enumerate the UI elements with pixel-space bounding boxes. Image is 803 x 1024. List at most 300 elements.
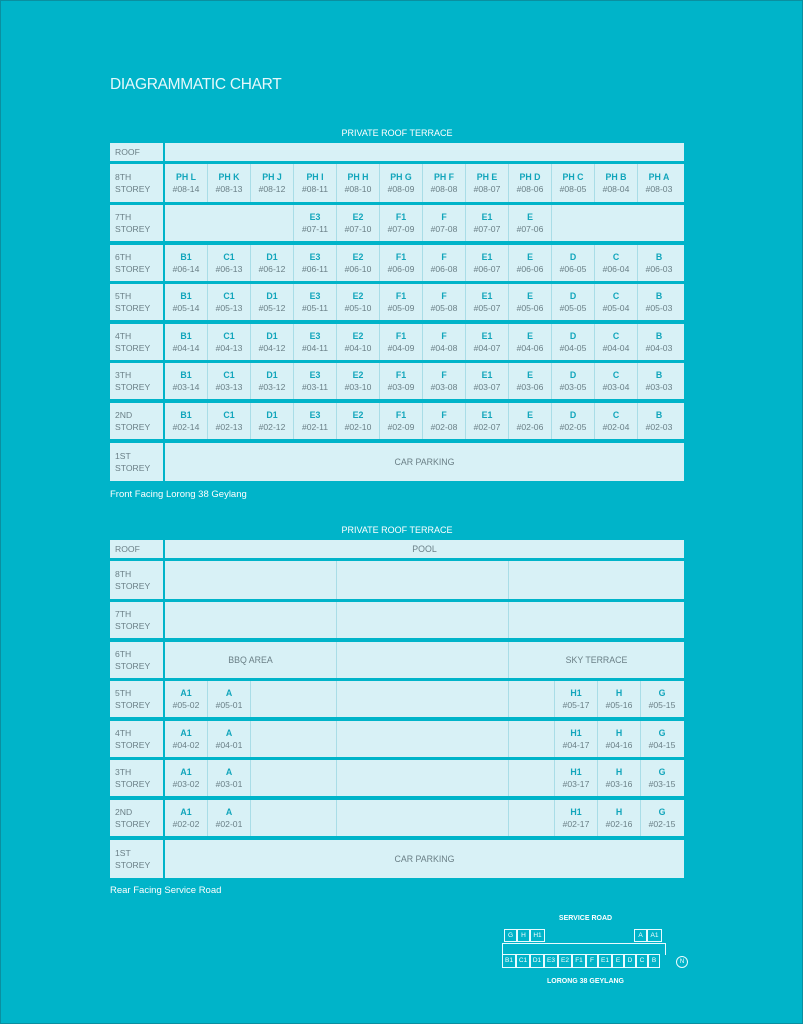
- unit-type: F: [441, 291, 447, 301]
- storey-label-line1: 5TH: [115, 688, 132, 698]
- unit-type: A1: [180, 767, 192, 777]
- storey-label: [110, 561, 163, 599]
- unit-type: D1: [266, 331, 278, 341]
- unit-cell: [337, 245, 379, 281]
- unit-number: #07-07: [473, 224, 501, 234]
- zone-divider: [336, 800, 337, 836]
- unit-cell: [208, 800, 250, 836]
- unit-number: #03-15: [648, 779, 676, 789]
- unit-type: B1: [180, 291, 192, 301]
- rear-row-2nd: [110, 800, 684, 836]
- unit-cell: [380, 164, 422, 202]
- front-row-6th: [110, 245, 684, 281]
- unit-cell: [423, 245, 465, 281]
- unit-type: A: [225, 767, 233, 777]
- unit-type: F1: [395, 370, 407, 380]
- storey-label-line2: STOREY: [115, 264, 151, 274]
- storey-label-line1: 6TH: [115, 252, 132, 262]
- unit-cell: [337, 403, 379, 439]
- roof-label: ROOF: [115, 147, 140, 157]
- unit-cell: [509, 245, 551, 281]
- unit-number: #08-05: [559, 184, 587, 194]
- unit-number: #08-10: [344, 184, 372, 194]
- site-unit-box: F1: [572, 954, 586, 968]
- unit-cell: [337, 164, 379, 202]
- unit-type: B: [655, 291, 663, 301]
- unit-cell: [641, 800, 683, 836]
- unit-type: H: [615, 767, 623, 777]
- storey-label: [110, 245, 163, 281]
- zone-divider: [508, 721, 509, 757]
- unit-number: #03-05: [559, 382, 587, 392]
- storey-label-line2: STOREY: [115, 661, 151, 671]
- unit-number: #03-07: [473, 382, 501, 392]
- unit-number: #04-01: [215, 740, 243, 750]
- unit-type: A1: [180, 807, 192, 817]
- storey-label-line1: 3TH: [115, 767, 132, 777]
- unit-number: #03-14: [172, 382, 200, 392]
- unit-cell: [208, 760, 250, 796]
- pool-cell: POOL: [165, 540, 684, 558]
- unit-cell: [165, 681, 207, 717]
- rear-row-1st: [110, 840, 684, 878]
- unit-cell: [208, 721, 250, 757]
- unit-type: C1: [223, 370, 235, 380]
- unit-cell: [380, 324, 422, 360]
- unit-number: #06-12: [258, 264, 286, 274]
- unit-number: #03-04: [602, 382, 630, 392]
- unit-type: E1: [481, 291, 493, 301]
- unit-cell: [423, 324, 465, 360]
- unit-number: #06-14: [172, 264, 200, 274]
- unit-type: B1: [180, 370, 192, 380]
- bbq-area-cell: BBQ AREA: [228, 655, 273, 665]
- unit-type: PH G: [390, 172, 412, 182]
- unit-number: #03-12: [258, 382, 286, 392]
- unit-type: B1: [180, 331, 192, 341]
- unit-number: #04-06: [516, 343, 544, 353]
- storey-label-line2: STOREY: [115, 184, 151, 194]
- unit-number: #05-15: [648, 700, 676, 710]
- unit-cell: [595, 164, 637, 202]
- front-row-2nd: [110, 403, 684, 439]
- page-title: DIAGRAMMATIC CHART: [110, 76, 282, 93]
- car-parking-cell: CAR PARKING: [165, 840, 684, 878]
- unit-type: C: [612, 291, 620, 301]
- unit-cell: [251, 284, 293, 320]
- unit-number: #04-04: [602, 343, 630, 353]
- unit-cell: [208, 363, 250, 399]
- unit-number: #02-03: [645, 422, 673, 432]
- storey-label: [110, 800, 163, 836]
- storey-label: [110, 443, 163, 481]
- storey-label: [110, 721, 163, 757]
- unit-number: #06-08: [430, 264, 458, 274]
- unit-cell: [638, 284, 680, 320]
- cell-divider: [250, 800, 251, 836]
- unit-cell: [509, 403, 551, 439]
- rear-row-3th: [110, 760, 684, 796]
- unit-number: #04-10: [344, 343, 372, 353]
- unit-number: #08-12: [258, 184, 286, 194]
- unit-number: #05-12: [258, 303, 286, 313]
- unit-cell: [337, 363, 379, 399]
- front-row-1st: [110, 443, 684, 481]
- unit-number: #02-12: [258, 422, 286, 432]
- unit-cell: [509, 363, 551, 399]
- unit-number: #03-06: [516, 382, 544, 392]
- unit-number: #03-03: [645, 382, 673, 392]
- unit-type: F: [441, 212, 447, 222]
- unit-type: E: [527, 291, 533, 301]
- unit-cell: [641, 721, 683, 757]
- front-row-3th: [110, 363, 684, 399]
- unit-number: #06-11: [301, 264, 329, 274]
- unit-number: #02-13: [215, 422, 243, 432]
- unit-cell: [423, 164, 465, 202]
- rear-row-8th: [110, 561, 684, 599]
- sky-terrace-cell: SKY TERRACE: [565, 655, 628, 665]
- storey-label-line2: STOREY: [115, 382, 151, 392]
- unit-number: #05-07: [473, 303, 501, 313]
- unit-cell: [595, 324, 637, 360]
- zone-divider: [336, 642, 337, 678]
- site-unit-box: D: [624, 954, 636, 968]
- unit-type: D: [569, 331, 577, 341]
- unit-cell: [595, 245, 637, 281]
- storey-label-line1: 2ND: [115, 410, 133, 420]
- unit-cell: [598, 721, 640, 757]
- unit-number: #05-03: [645, 303, 673, 313]
- unit-cell: [294, 164, 336, 202]
- zone-divider: [336, 602, 337, 638]
- unit-number: #08-09: [387, 184, 415, 194]
- front-facing-note: Front Facing Lorong 38 Geylang: [110, 489, 247, 500]
- unit-number: #04-14: [172, 343, 200, 353]
- unit-number: #08-13: [215, 184, 243, 194]
- unit-type: B1: [180, 252, 192, 262]
- unit-number: #07-10: [344, 224, 372, 234]
- unit-number: #04-07: [473, 343, 501, 353]
- zone-divider: [508, 800, 509, 836]
- unit-cell: [294, 363, 336, 399]
- unit-cell: [466, 403, 508, 439]
- unit-number: #07-08: [430, 224, 458, 234]
- unit-cell: [423, 205, 465, 241]
- unit-type: H: [615, 728, 623, 738]
- unit-number: #02-05: [559, 422, 587, 432]
- unit-type: C: [612, 410, 620, 420]
- unit-type: G: [658, 728, 666, 738]
- unit-type: D: [569, 410, 577, 420]
- rear-row-5th: [110, 681, 684, 717]
- site-unit-box: A1: [647, 929, 662, 942]
- unit-number: #02-10: [344, 422, 372, 432]
- unit-type: PH D: [519, 172, 541, 182]
- storey-label-line1: 2ND: [115, 807, 133, 817]
- storey-label-line2: STOREY: [115, 740, 151, 750]
- row-background: [165, 602, 684, 638]
- unit-cell: [380, 205, 422, 241]
- unit-number: #05-06: [516, 303, 544, 313]
- service-road-label: SERVICE ROAD: [558, 915, 613, 922]
- site-unit-box: E2: [558, 954, 572, 968]
- unit-type: E3: [309, 212, 321, 222]
- unit-number: #04-09: [387, 343, 415, 353]
- unit-number: #02-08: [430, 422, 458, 432]
- roof-cell: [165, 143, 684, 161]
- unit-type: D1: [266, 291, 278, 301]
- zone-divider: [508, 602, 509, 638]
- unit-type: E1: [481, 252, 493, 262]
- unit-cell: [165, 760, 207, 796]
- unit-type: D: [569, 370, 577, 380]
- unit-cell: [552, 403, 594, 439]
- storey-label-line2: STOREY: [115, 700, 151, 710]
- storey-label: [110, 642, 163, 678]
- unit-cell: [251, 363, 293, 399]
- storey-label-line1: 4TH: [115, 331, 132, 341]
- unit-type: F: [441, 252, 447, 262]
- unit-cell: [509, 324, 551, 360]
- unit-type: D: [569, 291, 577, 301]
- unit-number: #05-01: [215, 700, 243, 710]
- unit-type: D1: [266, 410, 278, 420]
- site-unit-box: E3: [544, 954, 558, 968]
- unit-number: #02-16: [605, 819, 633, 829]
- unit-cell: [598, 760, 640, 796]
- unit-type: PH A: [648, 172, 670, 182]
- unit-number: #02-06: [516, 422, 544, 432]
- unit-number: #03-16: [605, 779, 633, 789]
- unit-type: PH K: [218, 172, 240, 182]
- unit-number: #08-06: [516, 184, 544, 194]
- unit-number: #03-08: [430, 382, 458, 392]
- unit-type: E3: [309, 370, 321, 380]
- unit-cell: [641, 681, 683, 717]
- unit-type: E2: [352, 370, 364, 380]
- storey-label: [110, 403, 163, 439]
- unit-cell: [509, 164, 551, 202]
- unit-cell: [641, 760, 683, 796]
- unit-type: G: [658, 767, 666, 777]
- unit-type: E2: [352, 212, 364, 222]
- unit-cell: [552, 164, 594, 202]
- unit-number: #07-11: [301, 224, 329, 234]
- unit-cell: [251, 403, 293, 439]
- unit-number: #08-03: [645, 184, 673, 194]
- storey-label-line2: STOREY: [115, 463, 151, 473]
- storey-label-line1: 1ST: [115, 848, 131, 858]
- unit-type: PH H: [347, 172, 369, 182]
- unit-number: #03-09: [387, 382, 415, 392]
- storey-label: [110, 540, 163, 558]
- storey-label: [110, 324, 163, 360]
- unit-cell: [337, 205, 379, 241]
- unit-type: D: [569, 252, 577, 262]
- unit-number: #02-14: [172, 422, 200, 432]
- unit-type: PH E: [476, 172, 498, 182]
- unit-type: H: [615, 688, 623, 698]
- unit-type: PH C: [562, 172, 584, 182]
- unit-number: #04-17: [562, 740, 590, 750]
- unit-cell: [552, 245, 594, 281]
- unit-type: E2: [352, 291, 364, 301]
- site-unit-box: F: [586, 954, 598, 968]
- unit-type: H: [615, 807, 623, 817]
- unit-number: #04-13: [215, 343, 243, 353]
- unit-type: PH I: [306, 172, 324, 182]
- cell-divider: [250, 721, 251, 757]
- storey-label-line1: 7TH: [115, 212, 132, 222]
- unit-cell: [595, 403, 637, 439]
- unit-number: #08-04: [602, 184, 630, 194]
- unit-number: #05-05: [559, 303, 587, 313]
- storey-label-line2: STOREY: [115, 224, 151, 234]
- unit-type: B: [655, 331, 663, 341]
- cell-divider: [551, 205, 552, 241]
- unit-cell: [466, 284, 508, 320]
- front-row-5th: [110, 284, 684, 320]
- unit-cell: [638, 324, 680, 360]
- unit-type: B: [655, 410, 663, 420]
- unit-type: A1: [180, 728, 192, 738]
- unit-number: #04-15: [648, 740, 676, 750]
- unit-number: #04-02: [172, 740, 200, 750]
- unit-cell: [165, 284, 207, 320]
- site-unit-box: C: [636, 954, 648, 968]
- unit-type: E3: [309, 291, 321, 301]
- unit-type: E1: [481, 331, 493, 341]
- unit-cell: [337, 284, 379, 320]
- unit-cell: [380, 363, 422, 399]
- unit-cell: [466, 245, 508, 281]
- unit-number: #08-14: [172, 184, 200, 194]
- unit-cell: [423, 363, 465, 399]
- unit-type: C1: [223, 291, 235, 301]
- unit-number: #05-09: [387, 303, 415, 313]
- unit-type: F: [441, 370, 447, 380]
- unit-cell: [555, 800, 597, 836]
- unit-number: #02-04: [602, 422, 630, 432]
- unit-cell: [423, 284, 465, 320]
- unit-cell: [208, 403, 250, 439]
- unit-type: F1: [395, 331, 407, 341]
- unit-type: E3: [309, 252, 321, 262]
- site-unit-box: H1: [530, 929, 545, 942]
- unit-type: A: [225, 688, 233, 698]
- unit-number: #06-04: [602, 264, 630, 274]
- unit-number: #02-17: [562, 819, 590, 829]
- unit-number: #08-07: [473, 184, 501, 194]
- cell-divider: [250, 760, 251, 796]
- unit-type: A: [225, 807, 233, 817]
- unit-number: #06-10: [344, 264, 372, 274]
- unit-type: D1: [266, 370, 278, 380]
- unit-type: E1: [481, 212, 493, 222]
- storey-label-line2: STOREY: [115, 860, 151, 870]
- site-plan: [498, 913, 698, 993]
- unit-number: #08-11: [301, 184, 329, 194]
- unit-type: H1: [570, 688, 582, 698]
- unit-cell: [208, 284, 250, 320]
- front-row-7th: [110, 205, 684, 241]
- unit-number: #06-07: [473, 264, 501, 274]
- unit-cell: [337, 324, 379, 360]
- unit-type: F: [441, 331, 447, 341]
- storey-label-line1: 8TH: [115, 569, 132, 579]
- storey-label: [110, 681, 163, 717]
- unit-cell: [423, 403, 465, 439]
- unit-type: E1: [481, 370, 493, 380]
- unit-cell: [165, 800, 207, 836]
- storey-label-line2: STOREY: [115, 819, 151, 829]
- unit-cell: [294, 284, 336, 320]
- unit-cell: [380, 245, 422, 281]
- unit-cell: [294, 205, 336, 241]
- storey-label-line2: STOREY: [115, 343, 151, 353]
- storey-label-line1: 6TH: [115, 649, 132, 659]
- unit-number: #04-11: [301, 343, 329, 353]
- unit-number: #02-15: [648, 819, 676, 829]
- unit-cell: [165, 164, 207, 202]
- unit-type: F1: [395, 212, 407, 222]
- car-parking-cell: CAR PARKING: [165, 443, 684, 481]
- storey-label: [110, 284, 163, 320]
- unit-type: PH J: [262, 172, 282, 182]
- unit-type: H1: [570, 767, 582, 777]
- unit-type: B: [655, 252, 663, 262]
- unit-type: B: [655, 370, 663, 380]
- unit-type: C1: [223, 252, 235, 262]
- site-unit-box: C1: [516, 954, 530, 968]
- unit-cell: [555, 681, 597, 717]
- unit-type: E: [527, 252, 533, 262]
- unit-cell: [466, 164, 508, 202]
- unit-number: #06-05: [559, 264, 587, 274]
- unit-cell: [380, 284, 422, 320]
- rear-row-7th: [110, 602, 684, 638]
- site-unit-box: E: [612, 954, 624, 968]
- unit-cell: [466, 363, 508, 399]
- unit-number: #07-09: [387, 224, 415, 234]
- unit-type: PH L: [175, 172, 197, 182]
- storey-label: [110, 205, 163, 241]
- unit-number: #06-13: [215, 264, 243, 274]
- row-background: [165, 561, 684, 599]
- unit-cell: [466, 205, 508, 241]
- cell-divider: [250, 681, 251, 717]
- unit-cell: [208, 245, 250, 281]
- unit-cell: [208, 681, 250, 717]
- unit-type: E3: [309, 331, 321, 341]
- zone-divider: [508, 561, 509, 599]
- unit-type: PH B: [605, 172, 627, 182]
- unit-type: F1: [395, 252, 407, 262]
- zone-divider: [336, 681, 337, 717]
- unit-number: #08-08: [430, 184, 458, 194]
- storey-label: [110, 602, 163, 638]
- unit-cell: [165, 245, 207, 281]
- unit-number: #05-14: [172, 303, 200, 313]
- rear-roof-terrace-caption: PRIVATE ROOF TERRACE: [341, 525, 453, 535]
- storey-label-line2: STOREY: [115, 422, 151, 432]
- lorong-label: LORONG 38 GEYLANG: [546, 978, 624, 985]
- storey-label-line1: 3TH: [115, 370, 132, 380]
- unit-type: H1: [570, 807, 582, 817]
- unit-cell: [552, 363, 594, 399]
- zone-divider: [336, 561, 337, 599]
